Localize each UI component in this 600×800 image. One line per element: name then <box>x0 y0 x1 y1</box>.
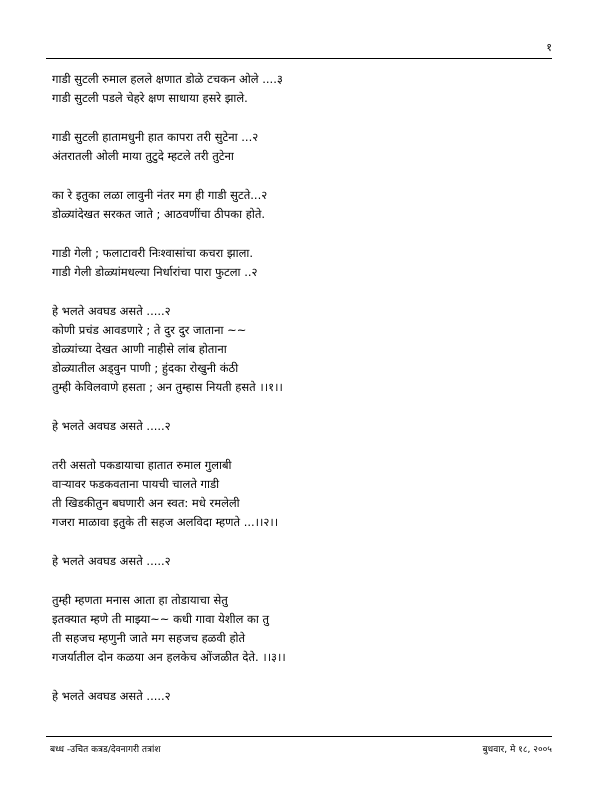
footer-rule <box>46 736 552 737</box>
stanza <box>52 70 552 108</box>
poem-line: गाडी गेली ; फलाटावरी निःश्वासांचा कचरा झाला. <box>52 246 254 260</box>
poem-line: गाडी सुटली हातामधुनी हात कापरा तरी सुटेना ...२ <box>52 130 259 144</box>
stanza <box>52 687 552 706</box>
poem-line: अंतरातली ओली माया तुटुदे म्हटले तरी तुटेना <box>52 149 234 163</box>
poem-line: ती सहजच म्हणुनी जाते मग सहजच हळवी होते <box>52 631 246 645</box>
stanza <box>52 591 552 667</box>
poem-line: का रे इतुका लळा लावुनी नंतर मग ही गाडी सुटते...२ <box>52 188 268 202</box>
stanza <box>52 417 552 436</box>
poem-line: गाडी गेली डोळ्यांमधल्या निर्धारांचा पारा फुटला ..२ <box>52 265 258 279</box>
poem-line: डोळ्यातील अड्वुन पाणी ; हुंदका रोखुनी कंठी <box>52 361 239 375</box>
poem-line: गाडी सुटली रुमाल हलले क्षणात डोळे टचकन ओले ....३ <box>52 72 283 86</box>
poem-line: गाडी सुटली पडले चेहरे क्षण साधाया हसरे झाले. <box>52 91 248 105</box>
poem-line: तुम्ही म्हणता मनास आता हा तोडायाचा सेतु <box>52 593 228 607</box>
poem-line: डोळ्यांच्या देखत आणी नाहीसे लांब होताना <box>52 342 227 356</box>
header-rule <box>46 58 552 59</box>
poem-line: हे भलते अवघड असते .....२ <box>52 689 171 703</box>
poem-line: ती खिडकीतुन बघणारी अन स्वत: मधे रमलेली <box>52 496 240 510</box>
stanza <box>52 302 552 397</box>
poem-line: हे भलते अवघड असते .....२ <box>52 419 171 433</box>
poem-line: डोळ्यांदेखत सरकत जाते ; आठवणींचा ठीपका होते. <box>52 207 266 221</box>
poem-line: तुम्ही केविलवाणे हसता ; अन तुम्हास नियती हसते ।।१।। <box>52 380 283 394</box>
page-number: १ <box>546 41 552 54</box>
poem-line: हे भलते अवघड असते .....२ <box>52 304 171 318</box>
poem-line: वाऱ्यावर फडकवताना पायची चालते गाडी <box>52 477 220 491</box>
footer-left-text: बध्ध -उचित कत्रड/देवनागरी तत्रांश <box>50 745 161 755</box>
poem-line: हे भलते अवघड असते .....२ <box>52 554 171 568</box>
poem-line: इतक्यात म्हणे ती माझ्या~~ कधी गावा येशील का तु <box>52 612 270 626</box>
stanza <box>52 552 552 571</box>
poem-line: गजरा माळावा इतुके ती सहज अलविदा म्हणते ...।।२।। <box>52 515 279 529</box>
footer-date: बुधवार, मे १८, २००५ <box>482 745 552 755</box>
stanza <box>52 244 552 282</box>
stanza <box>52 456 552 532</box>
poem-line: गजर्यातील दोन कळया अन हलकेच ओंजळीत देते. ।।३।। <box>52 650 286 664</box>
poem-line: कोणी प्रचंड आवडणारे ; ते दुर दुर जाताना ~~ <box>52 323 247 337</box>
stanza <box>52 186 552 224</box>
stanza <box>52 128 552 166</box>
poem-body <box>52 70 552 726</box>
poem-line: तरी असतो पकडायाचा हातात रुमाल गुलाबी <box>52 458 232 472</box>
